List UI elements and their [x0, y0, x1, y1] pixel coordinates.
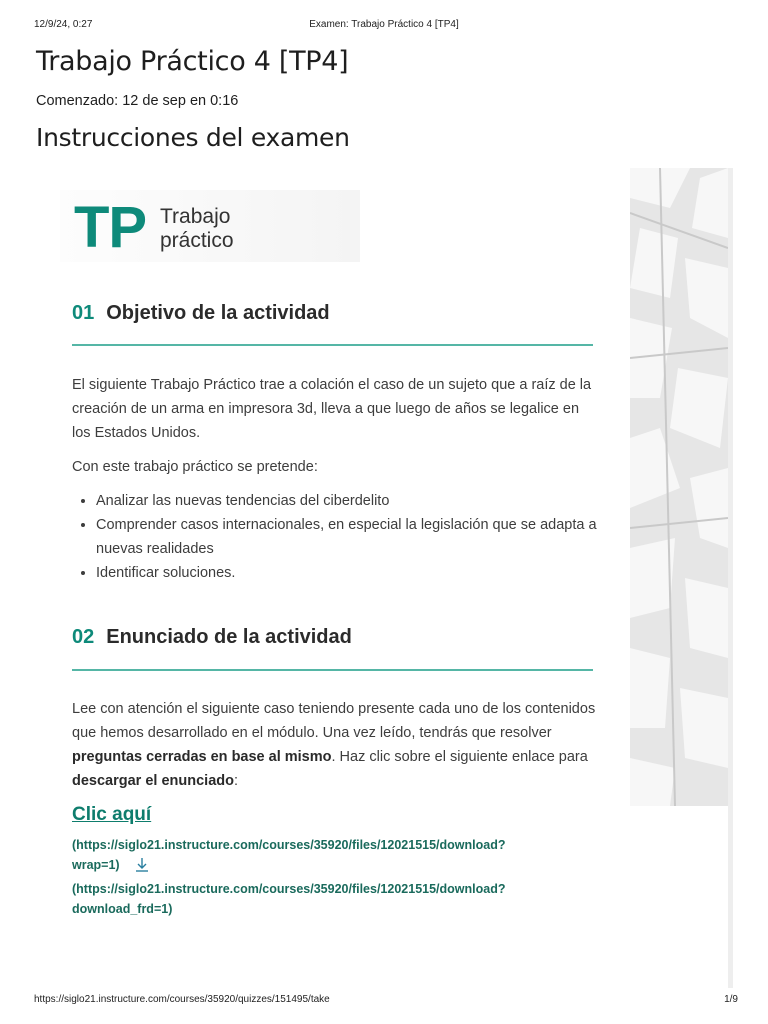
- print-date: 12/9/24, 0:27: [34, 19, 93, 30]
- download-link-wrap-line2[interactable]: wrap=1): [72, 858, 120, 872]
- print-footer-url: https://siglo21.instructure.com/courses/35920/quizzes/151495/take: [34, 994, 330, 1005]
- section-1-divider: [72, 344, 593, 346]
- print-title: Examen: Trabajo Práctico 4 [TP4]: [309, 19, 459, 30]
- section-2-heading: [72, 626, 352, 649]
- started-timestamp: Comenzado: 12 de sep en 0:16: [36, 93, 239, 109]
- tp-logo-line1: Trabajo: [160, 205, 231, 228]
- section-2-text-2: . Haz clic sobre el siguiente enlace para: [331, 749, 588, 765]
- section-2-text-1: Lee con atención el siguiente caso teniendo presente cada uno de los contenidos que hemos desarrollado en el módulo. Una vez leído, tendrás que resolver: [72, 701, 596, 741]
- list-item: • Identificar soluciones.: [96, 561, 621, 585]
- section-1-intro: Con este trabajo práctico se pretende:: [72, 459, 318, 475]
- page-number: 1/9: [724, 994, 738, 1005]
- print-header: [0, 19, 768, 33]
- section-2-paragraph: [72, 697, 597, 793]
- download-link-wrap-line1[interactable]: (https://siglo21.instructure.com/courses/35920/files/12021515/download?: [72, 838, 506, 852]
- section-2-divider: [72, 669, 593, 671]
- objectives-list: [72, 489, 621, 585]
- section-2-bold-2: descargar el enunciado: [72, 773, 234, 789]
- list-item: • Comprender casos internacionales, en especial la legislación que se adapta a nuevas realidades: [96, 513, 621, 561]
- instructions-title: Instrucciones del examen: [36, 123, 350, 152]
- tp-logo-word: [160, 205, 234, 253]
- tp-logo-line2: práctico: [160, 229, 234, 252]
- decorative-side-image: [630, 168, 728, 806]
- section-1-title: Objetivo de la actividad: [106, 302, 330, 324]
- page-title: Trabajo Práctico 4 [TP4]: [36, 46, 349, 77]
- side-strip: [728, 168, 733, 988]
- section-2-number: 02: [72, 626, 95, 648]
- download-link-frd[interactable]: [72, 879, 505, 919]
- tp-logo-mark: TP: [74, 195, 147, 260]
- clic-aqui-link[interactable]: Clic aquí: [72, 804, 152, 825]
- section-1-paragraph: El siguiente Trabajo Práctico trae a colación el caso de un sujeto que a raíz de la creación de un arma en impresora 3d, lleva a que luego de años se legalice en los Estados Unidos.: [72, 377, 592, 441]
- download-link-frd-line1[interactable]: (https://siglo21.instructure.com/courses/35920/files/12021515/download?: [72, 882, 506, 896]
- download-icon[interactable]: [134, 856, 150, 874]
- section-2-bold-1: preguntas cerradas en base al mismo: [72, 749, 332, 765]
- download-link-frd-line2[interactable]: download_frd=1): [72, 902, 173, 916]
- section-2-title: Enunciado de la actividad: [106, 626, 352, 648]
- section-1-heading: [72, 302, 330, 325]
- tp-logo: [60, 190, 360, 262]
- section-2-text-3: :: [233, 773, 239, 789]
- section-1-number: 01: [72, 302, 95, 324]
- list-item: • Analizar las nuevas tendencias del ciberdelito: [96, 489, 621, 513]
